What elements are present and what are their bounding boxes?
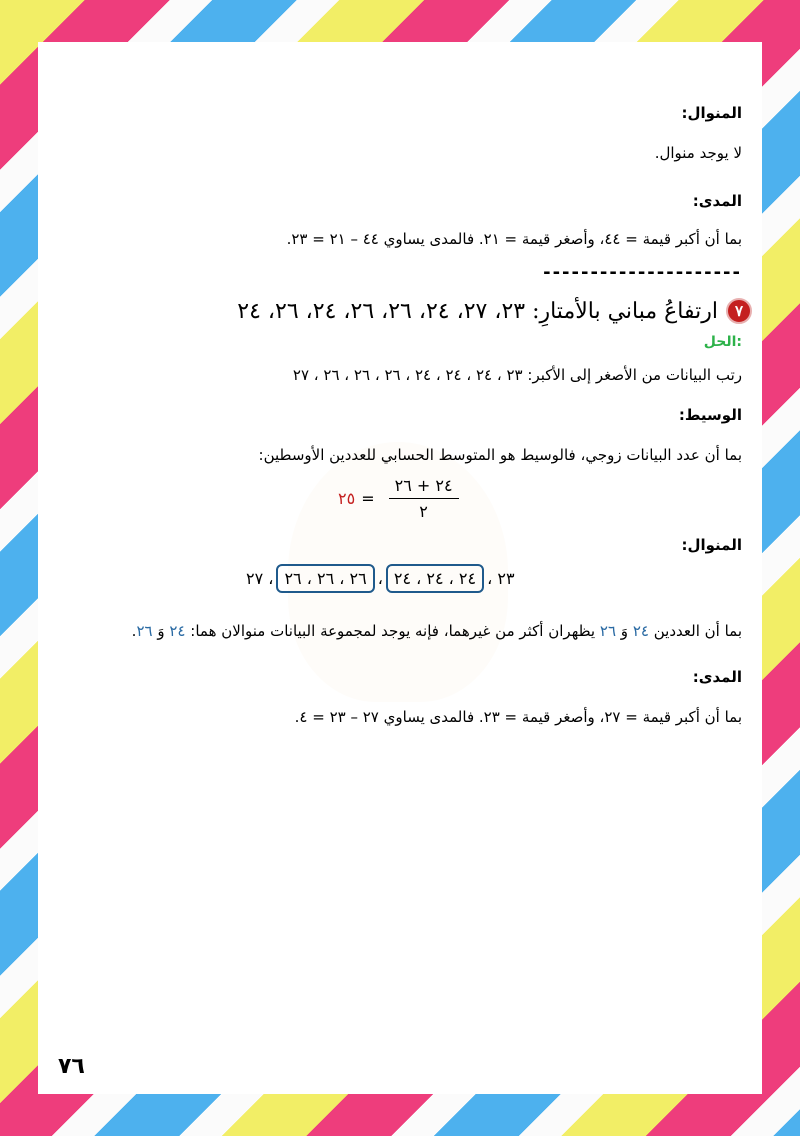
mode-heading: المنوال:	[681, 536, 742, 554]
median-equation	[338, 476, 459, 521]
mode-first-value: ٢٣ ،	[487, 569, 515, 588]
mode-end: .	[131, 622, 137, 640]
question-text: ارتفاعُ مباني بالأمتارِ: ٢٣، ٢٧، ٢٤، ٢٦، ٢٦، ٢٤، ٢٦، ٢٤	[237, 298, 718, 324]
document-page	[38, 42, 762, 1094]
mode-and-1: وَ	[620, 622, 629, 640]
range-text: بما أن أكبر قيمة = ٢٧، وأصغر قيمة = ٢٣. فالمدى يساوي ٢٧ – ٢٣ = ٤.	[294, 708, 742, 726]
question-number-badge: ٧	[726, 298, 752, 324]
median-fraction	[389, 476, 459, 521]
mode-heading-top: المنوال:	[681, 104, 742, 122]
range-text-top: بما أن أكبر قيمة = ٤٤، وأصغر قيمة = ٢١. فالمدى يساوي ٤٤ – ٢١ = ٢٣.	[286, 230, 742, 248]
range-heading: المدى:	[692, 668, 742, 686]
mode-last-value: ، ٢٧	[246, 569, 274, 588]
median-heading: الوسيط:	[678, 406, 742, 424]
fraction-denominator: ٢	[419, 502, 428, 521]
question-title	[237, 290, 752, 332]
mode-group-24: ٢٤ ، ٢٤ ، ٢٤	[386, 564, 484, 593]
mode-value-d: ٢٦	[136, 622, 153, 640]
mode-and-2: وَ	[157, 622, 165, 640]
mode-data-row	[246, 564, 515, 593]
mode-sentence-b: يظهران أكثر من غيرهما، فإنه يوجد لمجموعة البيانات منوالان هما:	[190, 622, 596, 640]
median-result: ٢٥	[338, 489, 356, 508]
fraction-numerator: ٢٤ + ٢٦	[389, 476, 459, 499]
mode-text-top: لا يوجد منوال.	[654, 144, 742, 162]
equals-sign: =	[361, 489, 375, 508]
mode-value-b: ٢٦	[599, 622, 617, 640]
ordering-text: رتب البيانات من الأصغر إلى الأكبر: ٢٣ ، ٢٤ ، ٢٤ ، ٢٤ ، ٢٦ ، ٢٦ ، ٢٦ ، ٢٧	[292, 366, 742, 384]
mode-sentence-a: بما أن العددين	[653, 622, 742, 640]
mode-value-a: ٢٤	[632, 622, 649, 640]
page-number: ٧٦	[58, 1054, 85, 1079]
section-divider: ---------------------	[543, 262, 742, 283]
range-heading-top: المدى:	[692, 192, 742, 210]
mode-conclusion	[132, 622, 742, 640]
median-text: بما أن عدد البيانات زوجي، فالوسيط هو المتوسط الحسابي للعددين الأوسطين:	[258, 446, 742, 464]
mode-separator: ،	[377, 569, 383, 588]
mode-value-c: ٢٤	[169, 622, 186, 640]
mode-group-26: ٢٦ ، ٢٦ ، ٢٦	[276, 564, 374, 593]
solution-label: الحل:	[703, 334, 742, 350]
